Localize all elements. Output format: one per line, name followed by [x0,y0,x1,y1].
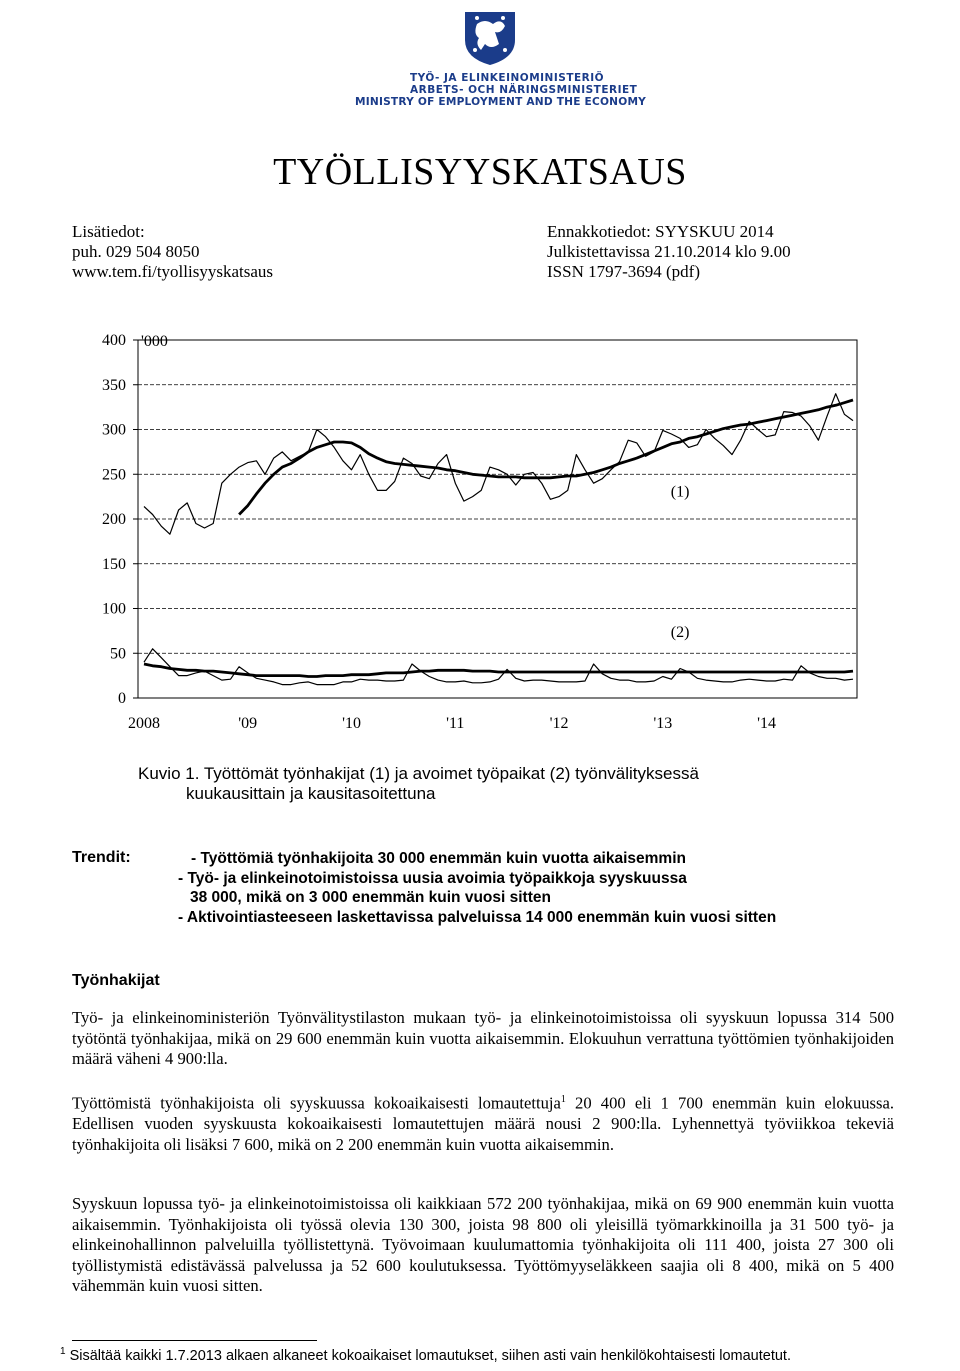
series-2-label: (2) [670,624,690,642]
series-2-trend-line [144,664,853,677]
figure-caption-line1: Kuvio 1. Työttömät työnhakijat (1) ja avoimet työpaikat (2) työnvälityksessä [138,764,699,783]
footnote-ref: 1 [560,1094,566,1105]
trends-list [178,849,938,927]
x-tick-label: '11 [446,715,465,732]
trend-item: - Työ- ja elinkeinotoimistoissa uusia avoimia työpaikkoja syyskuussa [178,869,687,887]
y-tick-label: 50 [110,645,126,663]
paragraph: Työ- ja elinkeinoministeriön Työnvälitystilaston mukaan työ- ja elinkeinotoimistoissa oli syyskuun lopussa 314 500 työtöntä työnhakijaa, mikä on 29 600 enemmän kuin vuotta aikaisemmin. Elokuuhun verrattuna työttömien työnhakijoiden määrä väheni 4 900:lla. [72,1008,894,1068]
ministry-name-fi: TYÖ- JA ELINKEINOMINISTERIÖ [410,72,605,84]
y-tick-label: 300 [102,421,126,439]
series-1-raw-line [144,394,853,535]
ministry-logo [350,4,647,108]
publication-issn: ISSN 1797-3694 (pdf) [547,262,700,281]
series-1-label: (1) [670,483,690,501]
plot-frame [138,340,857,698]
ministry-name-sv: ARBETS- OCH NÄRINGSMINISTERIET [410,84,638,96]
x-tick-label: '12 [549,715,569,732]
publication-prelim: Ennakkotiedot: SYYSKUU 2014 [547,222,774,241]
y-tick-label: 150 [102,555,126,573]
contact-label: Lisätiedot: [72,222,145,241]
publication-date: Julkistettavissa 21.10.2014 klo 9.00 [547,242,791,261]
paragraph [72,1090,894,1155]
y-tick-label: 250 [102,466,126,484]
contact-url: www.tem.fi/tyollisyyskatsaus [72,262,273,281]
y-tick-label: 350 [102,376,126,394]
figure-caption-line2: kuukausittain ja kausitasoitettuna [186,784,436,803]
trend-item: - Työttömiä työnhakijoita 30 000 enemmän kuin vuotta aikaisemmin [191,850,686,867]
section-heading: Työnhakijat [72,972,160,989]
contact-info [72,222,273,282]
page-title: TYÖLLISYYSKATSAUS [273,151,687,193]
footnote-text: Sisältää kaikki 1.7.2013 alkaen alkaneet kokoaikaiset lomautukset, siihen asti vain henkilökohtaisesti lomautetut. [65,1347,791,1364]
paragraph: Syyskuun lopussa työ- ja elinkeinotoimistoissa oli kaikkiaan 572 200 työnhakijaa, mikä on 69 900 enemmän kuin vuotta aikaisemmin. Työnhakijoista oli työssä olevia 130 300, joista 98 800 oli yleisillä työmarkkinoilla ja 31 500 työ- ja elinkeinohallinnon palveluilla työllistettynä. Työvoimaan kuulumattomia työnhakijoita oli 111 400, joista 27 300 oli työllistymistä edistävässä palvelussa ja 52 600 koulutuksessa. Työttömyyseläkkeen saajia oli 8 400, mikä on 5 400 vähemmän kuin vuosi sitten. [72,1194,894,1295]
series-1-trend-line [239,400,853,515]
x-tick-label: '10 [342,715,361,732]
trends-label: Trendit: [72,849,131,866]
y-tick-label: 200 [102,511,126,528]
y-tick-label: 400 [102,332,126,349]
x-tick-label: '14 [757,715,776,732]
figure-caption [138,764,699,804]
publication-info [547,222,791,282]
x-tick-label: 2008 [128,715,160,732]
lion-emblem-icon [455,4,525,66]
y-tick-label: 0 [118,690,126,707]
footnote-divider [72,1340,317,1341]
trend-item: - Aktivointiasteeseen laskettavissa palveluissa 14 000 enemmän kuin vuosi sitten [178,908,777,926]
series-2-raw-line [144,649,853,685]
contact-phone: puh. 029 504 8050 [72,242,200,261]
paragraph-text: 20 400 eli 1 700 enemmän kuin elokuussa. Edellisen vuoden syyskuusta kokoaikaisesti lomautettujen määrä nousi 2 900:lla. Lyhennettyä työviikkoa tekeviä työnhakijoita oli lisäksi 7 600, mikä on 2 200 enemmän kuin vuotta aikaisemmin. [72,1093,894,1154]
y-tick-label: 100 [102,600,126,618]
paragraph-text: Työttömistä työnhakijoista oli syyskuussa kokoaikaisesti lomautettuja [72,1093,561,1113]
x-tick-label: '13 [653,715,673,732]
y-unit-label: '000 [141,333,168,350]
job-seekers-chart [60,325,880,745]
trend-item: 38 000, mikä on 3 000 enemmän kuin vuosi sitten [190,889,551,906]
footnote-mark: 1 [60,1346,66,1357]
x-tick-label: '09 [238,715,258,732]
footnote [60,1346,791,1364]
ministry-name-en: MINISTRY OF EMPLOYMENT AND THE ECONOMY [355,96,647,108]
